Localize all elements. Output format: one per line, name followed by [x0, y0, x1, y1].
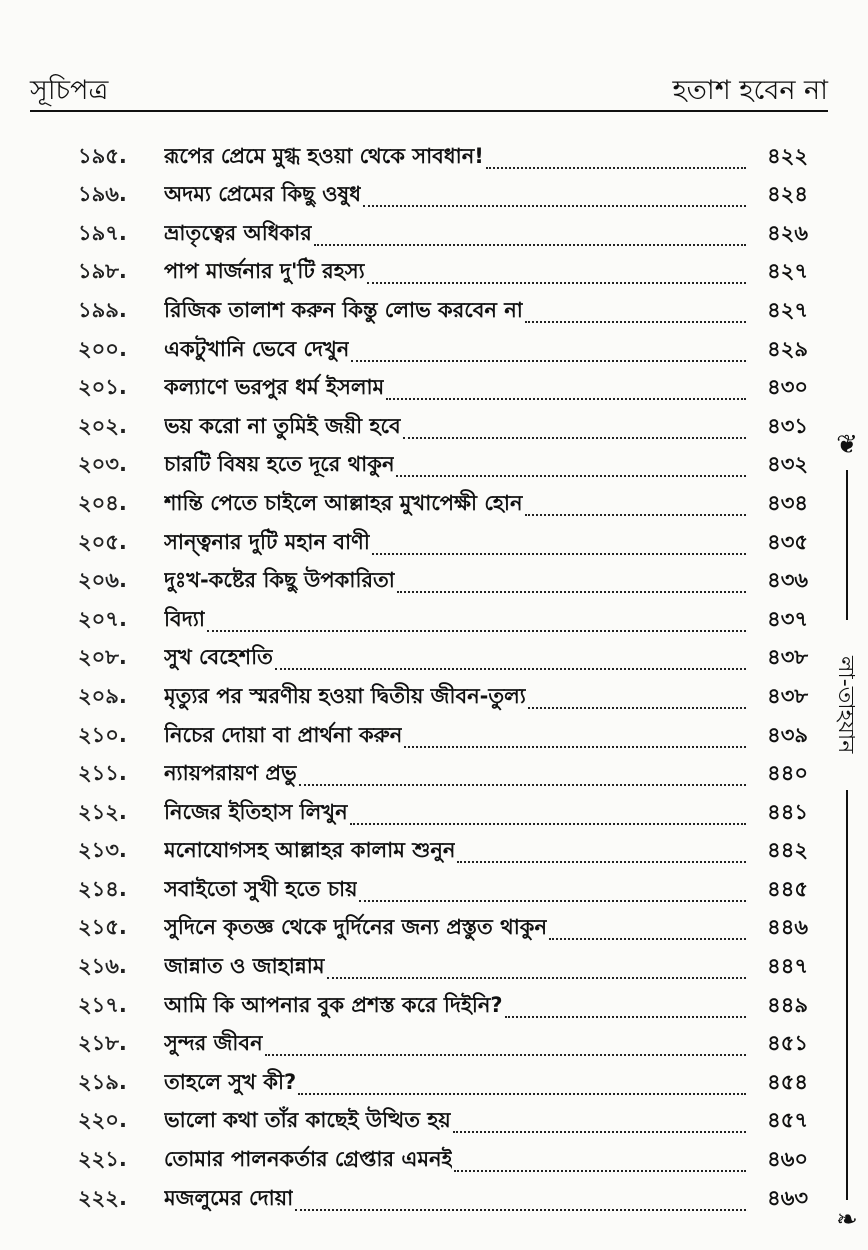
toc-entry	[78, 946, 808, 985]
dot-leader	[207, 630, 746, 632]
toc-entry	[78, 368, 808, 407]
toc-entry	[78, 561, 808, 600]
toc-entry	[78, 1062, 808, 1101]
toc-entry	[78, 599, 808, 638]
toc-entry	[78, 483, 808, 522]
entry-title: মজলুমের দোয়া	[164, 1185, 294, 1210]
entry-title: আমি কি আপনার বুক প্রশস্ত করে দিইনি?	[164, 992, 503, 1017]
dot-leader	[454, 1170, 746, 1172]
entry-page-number: ৪৩৬	[767, 568, 808, 593]
entry-page-number: ৪৩৮	[767, 645, 808, 670]
entry-title: রিজিক তালাশ করুন কিন্তু লোভ করবেন না	[164, 297, 523, 322]
dot-leader	[505, 1016, 746, 1018]
dot-leader	[350, 823, 746, 825]
dot-leader	[525, 514, 747, 516]
dot-leader	[298, 1093, 746, 1095]
entry-number: ২১৩.	[78, 838, 127, 863]
entry-number: ২০৮.	[78, 645, 127, 670]
dot-leader	[265, 1054, 746, 1056]
entry-number: ২০২.	[78, 413, 127, 438]
side-rule-top	[846, 470, 848, 620]
toc-entry	[78, 406, 808, 445]
entry-page-number: ৪২৭	[767, 297, 808, 322]
entry-title: তাহলে সুখ কী?	[164, 1069, 297, 1094]
entry-page-number: ৪৩৭	[767, 606, 808, 631]
toc-entry	[78, 754, 808, 793]
entry-title: সান্ত্বনার দুটি মহান বাণী	[164, 529, 370, 554]
toc-entry	[78, 638, 808, 677]
toc-entry	[78, 1139, 808, 1178]
entry-number: ২১৮.	[78, 1031, 127, 1056]
entry-number: ১৯৮.	[78, 259, 127, 284]
toc-entry	[78, 715, 808, 754]
entry-page-number: ৪৩৮	[767, 683, 808, 708]
entry-page-number: ৪৩৪	[767, 490, 808, 515]
entry-page-number: ৪৫১	[767, 1031, 808, 1056]
entry-page-number: ৪২৭	[767, 259, 808, 284]
toc-entry	[78, 1101, 808, 1140]
entry-page-number: ৪৪১	[767, 799, 808, 824]
entry-title: কল্যাণে ভরপুর ধর্ম ইসলাম	[164, 375, 385, 400]
dot-leader	[397, 591, 746, 593]
entry-number: ১৯৫.	[78, 143, 127, 168]
entry-page-number: ৪৫৭	[767, 1108, 808, 1133]
entry-title: চারটি বিষয় হতে দূরে থাকুন	[164, 452, 395, 477]
header-section-title: সূচিপত্র	[30, 75, 109, 106]
entry-page-number: ৪৩২	[767, 452, 808, 477]
header-book-title: হতাশ হবেন না	[672, 75, 828, 106]
dot-leader	[363, 205, 746, 207]
toc-entry	[78, 445, 808, 484]
entry-title: রূপের প্রেমে মুগ্ধ হওয়া থেকে সাবধান!	[164, 143, 484, 168]
dot-leader	[327, 977, 746, 979]
entry-number: ২০৯.	[78, 683, 127, 708]
entry-title: ভয় করো না তুমিই জয়ী হবে	[164, 413, 401, 438]
dot-leader	[457, 861, 746, 863]
entry-number: ২২২.	[78, 1185, 127, 1210]
toc-entry	[78, 831, 808, 870]
entry-title: শান্তি পেতে চাইলে আল্লাহর মুখাপেক্ষী হোন	[164, 490, 523, 515]
entry-title: অদম্য প্রেমের কিছু ওষুধ	[164, 182, 361, 207]
entry-title: জান্নাত ও জাহান্নাম	[164, 954, 325, 979]
toc-entry	[78, 290, 808, 329]
entry-title: নিচের দোয়া বা প্রার্থনা করুন	[164, 722, 403, 747]
entry-title: মৃত্যুর পর স্মরণীয় হওয়া দ্বিতীয় জীবন-তুল্য	[164, 683, 526, 708]
entry-page-number: ৪৪৬	[767, 915, 808, 940]
entry-page-number: ৪৪২	[767, 838, 808, 863]
entry-page-number: ৪৫৪	[767, 1069, 808, 1094]
dot-leader	[367, 282, 746, 284]
entry-title: নিজের ইতিহাস লিখুন	[164, 799, 348, 824]
toc-entry	[78, 213, 808, 252]
dot-leader	[386, 398, 746, 400]
entry-title: সুদিনে কৃতজ্ঞ থেকে দুর্দিনের জন্য প্রস্তুত থাকুন	[164, 915, 548, 940]
dot-leader	[295, 1209, 746, 1211]
side-rule-bottom	[846, 790, 848, 1200]
toc-entry	[78, 792, 808, 831]
entry-title: মনোযোগসহ আল্লাহর কালাম শুনুন	[164, 838, 456, 863]
entry-number: ২১১.	[78, 761, 127, 786]
toc-entry	[78, 676, 808, 715]
dot-leader	[396, 475, 746, 477]
entry-number: ২০৩.	[78, 452, 127, 477]
toc-entry	[78, 252, 808, 291]
dot-leader	[486, 167, 746, 169]
toc-entry	[78, 136, 808, 175]
entry-title: দুঃখ-কষ্টের কিছু উপকারিতা	[164, 568, 395, 593]
entry-title: বিদ্যা	[164, 606, 205, 631]
toc-entry	[78, 1024, 808, 1063]
entry-number: ১৯৭.	[78, 220, 127, 245]
entry-number: ২১৬.	[78, 954, 127, 979]
entry-page-number: ৪২৪	[767, 182, 808, 207]
entry-number: ২১০.	[78, 722, 127, 747]
entry-number: ২০৪.	[78, 490, 127, 515]
toc-entry	[78, 522, 808, 561]
entry-title: একটুখানি ভেবে দেখুন	[164, 336, 350, 361]
entry-page-number: ৪৪৭	[767, 954, 808, 979]
entry-title: সবাইতো সুখী হতে চায়	[164, 876, 358, 901]
entry-number: ২০১.	[78, 375, 127, 400]
dot-leader	[453, 1131, 746, 1133]
entry-title: ভ্রাতৃত্বের অধিকার	[164, 220, 312, 245]
entry-number: ২০৬.	[78, 568, 127, 593]
side-margin-decoration	[826, 430, 868, 1250]
entry-number: ২০৭.	[78, 606, 127, 631]
toc-entry	[78, 329, 808, 368]
entry-title: সুখ বেহেশতি	[164, 645, 273, 670]
entry-number: ২০৫.	[78, 529, 127, 554]
dot-leader	[359, 900, 746, 902]
toc-entry	[78, 985, 808, 1024]
entry-page-number: ৪৩০	[767, 375, 808, 400]
entry-number: ২১২.	[78, 799, 127, 824]
dot-leader	[351, 360, 746, 362]
toc-entry	[78, 1178, 808, 1217]
side-book-label: লা-তাহযান	[830, 630, 864, 780]
dot-leader	[528, 707, 746, 709]
table-of-contents	[78, 136, 808, 1217]
entry-number: ২১৪.	[78, 876, 127, 901]
dot-leader	[314, 244, 746, 246]
entry-page-number: ৪৬০	[767, 1147, 808, 1172]
entry-number: ২১৫.	[78, 915, 127, 940]
entry-page-number: ৪৪৫	[767, 876, 808, 901]
dot-leader	[372, 553, 746, 555]
arrow-ornament-icon: ❦	[836, 430, 858, 460]
entry-number: ১৯৯.	[78, 297, 127, 322]
dot-leader	[299, 784, 746, 786]
dot-leader	[403, 437, 746, 439]
entry-title: ন্যায়পরায়ণ প্রভু	[164, 761, 297, 786]
entry-number: ২১৯.	[78, 1069, 127, 1094]
dot-leader	[275, 668, 746, 670]
entry-number: ২২১.	[78, 1147, 127, 1172]
entry-title: তোমার পালনকর্তার গ্রেপ্তার এমনই	[164, 1147, 453, 1172]
dot-leader	[549, 938, 746, 940]
entry-page-number: ৪২৯	[767, 336, 808, 361]
toc-entry	[78, 908, 808, 947]
entry-number: ২০০.	[78, 336, 127, 361]
entry-page-number: ৪৪০	[767, 761, 808, 786]
running-header	[30, 62, 828, 112]
dot-leader	[404, 746, 746, 748]
toc-entry	[78, 175, 808, 214]
entry-page-number: ৪২৬	[767, 220, 808, 245]
entry-page-number: ৪৩১	[767, 413, 808, 438]
toc-entry	[78, 869, 808, 908]
entry-page-number: ৪৩৯	[767, 722, 808, 747]
entry-number: ২২০.	[78, 1108, 127, 1133]
entry-page-number: ৪২২	[767, 143, 808, 168]
floral-ornament-icon: ❧	[836, 1205, 858, 1235]
entry-number: ১৯৬.	[78, 182, 127, 207]
entry-title: ভালো কথা তাঁর কাছেই উত্থিত হয়	[164, 1108, 451, 1133]
entry-title: সুন্দর জীবন	[164, 1031, 263, 1056]
entry-page-number: ৪৬৩	[767, 1185, 808, 1210]
dot-leader	[525, 321, 746, 323]
entry-number: ২১৭.	[78, 992, 127, 1017]
entry-page-number: ৪৩৫	[767, 529, 808, 554]
entry-page-number: ৪৪৯	[767, 992, 808, 1017]
entry-title: পাপ মার্জনার দু'টি রহস্য	[164, 259, 365, 284]
